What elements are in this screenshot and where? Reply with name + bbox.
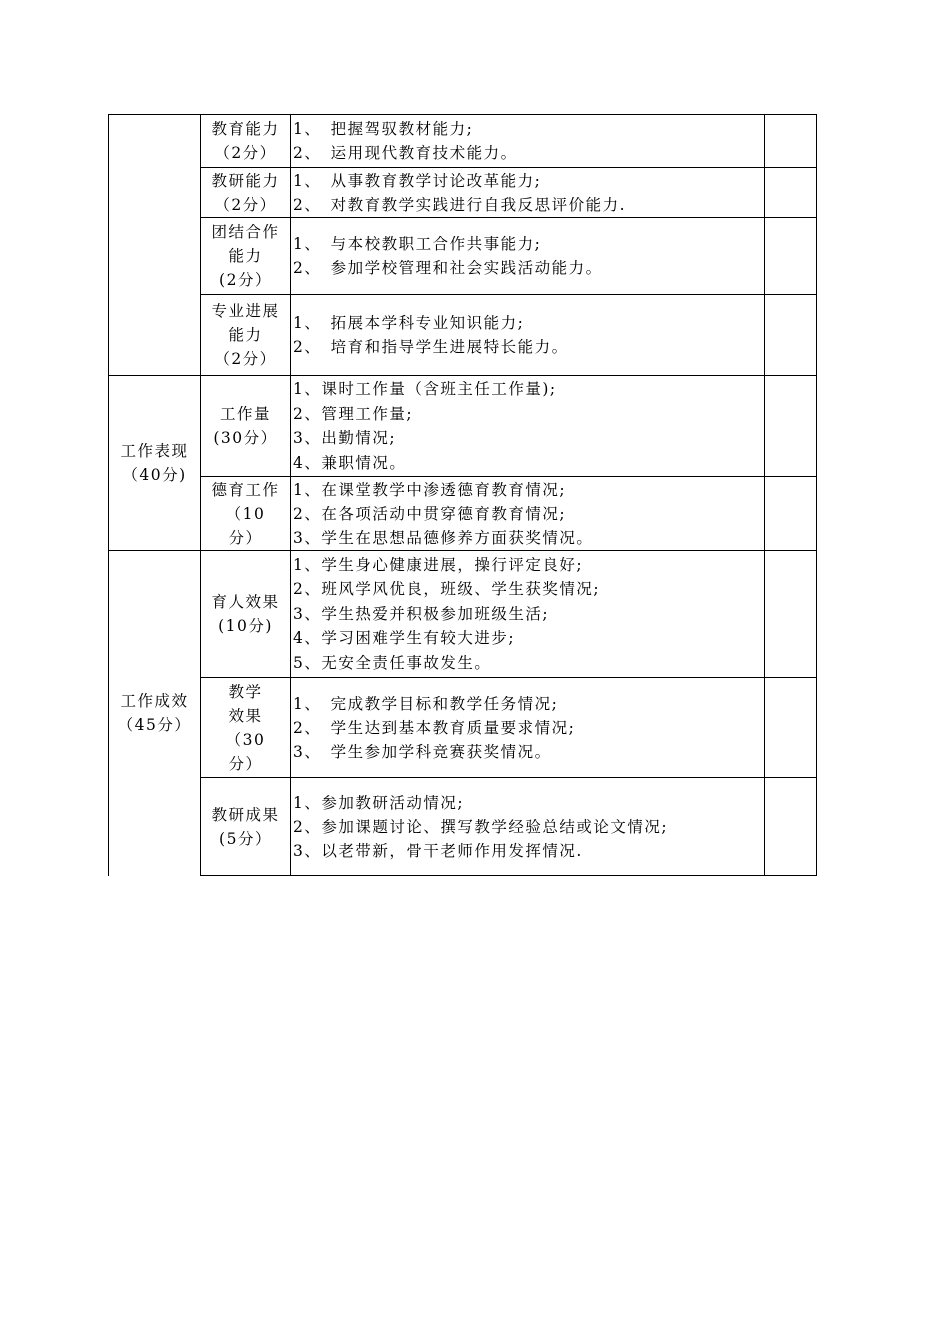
criteria-teaching-ability: 1、 把握驾驭教材能力; 2、 运用现代教育技术能力。 xyxy=(293,120,518,162)
criteria-moral-education: 1、在课堂教学中渗透德育教育情况; 2、在各项活动中贯穿德育教育情况; 3、学生在思想品德修养方面获奖情况。 xyxy=(293,480,594,547)
item-moral-education: 德育工作 （10 分） xyxy=(211,480,280,547)
table-border-right xyxy=(816,114,817,876)
table-border-bottom xyxy=(200,875,817,876)
criteria-research-ability: 1、 从事教育教学讨论改革能力; 2、 对教育教学实践进行自我反思评价能力. xyxy=(293,171,627,214)
category-work-performance: 工作表现 （40分) xyxy=(120,442,189,484)
criteria-teamwork-ability: 1、 与本校教职工合作共事能力; 2、 参加学校管理和社会实践活动能力。 xyxy=(293,235,603,277)
criteria-education-results: 1、学生身心健康进展，操行评定良好; 2、班风学风优良，班级、学生获奖情况; 3、学生热爱并积极参加班级生活; 4、学习困难学生有较大进步; 5、无安全责任事故发生。 xyxy=(293,555,601,672)
item-teaching-ability: 教育能力 （2分） xyxy=(211,120,280,162)
criteria-research-results: 1、参加教研活动情况; 2、参加课题讨论、撰写教学经验总结或论文情况; 3、以老带新，骨干老师作用发挥情况. xyxy=(293,793,669,860)
category-work-results: 工作成效 （45分） xyxy=(117,692,192,734)
item-research-ability: 教研能力 （2分） xyxy=(211,171,280,214)
item-research-results: 教研成果 (5分） xyxy=(211,805,280,848)
item-teamwork-ability: 团结合作 能力 (2分） xyxy=(211,223,280,289)
item-teaching-results: 教学 效果 （30 分） xyxy=(225,682,266,773)
column-divider-score xyxy=(764,114,765,876)
evaluation-table xyxy=(108,114,818,876)
criteria-workload: 1、课时工作量（含班主任工作量); 2、管理工作量; 3、出勤情况; 4、兼职情况。 xyxy=(293,380,557,472)
item-professional-development: 专业进展 能力 （2分） xyxy=(211,302,280,368)
item-education-results: 育人效果 (10分) xyxy=(211,593,280,635)
criteria-professional-development: 1、 拓展本学科专业知识能力; 2、 培育和指导学生进展特长能力。 xyxy=(293,314,569,356)
criteria-teaching-results: 1、 完成教学目标和教学任务情况; 2、 学生达到基本教育质量要求情况; 3、 学生参加学科竞赛获奖情况。 xyxy=(293,694,576,761)
item-workload: 工作量 (30分） xyxy=(213,405,278,447)
